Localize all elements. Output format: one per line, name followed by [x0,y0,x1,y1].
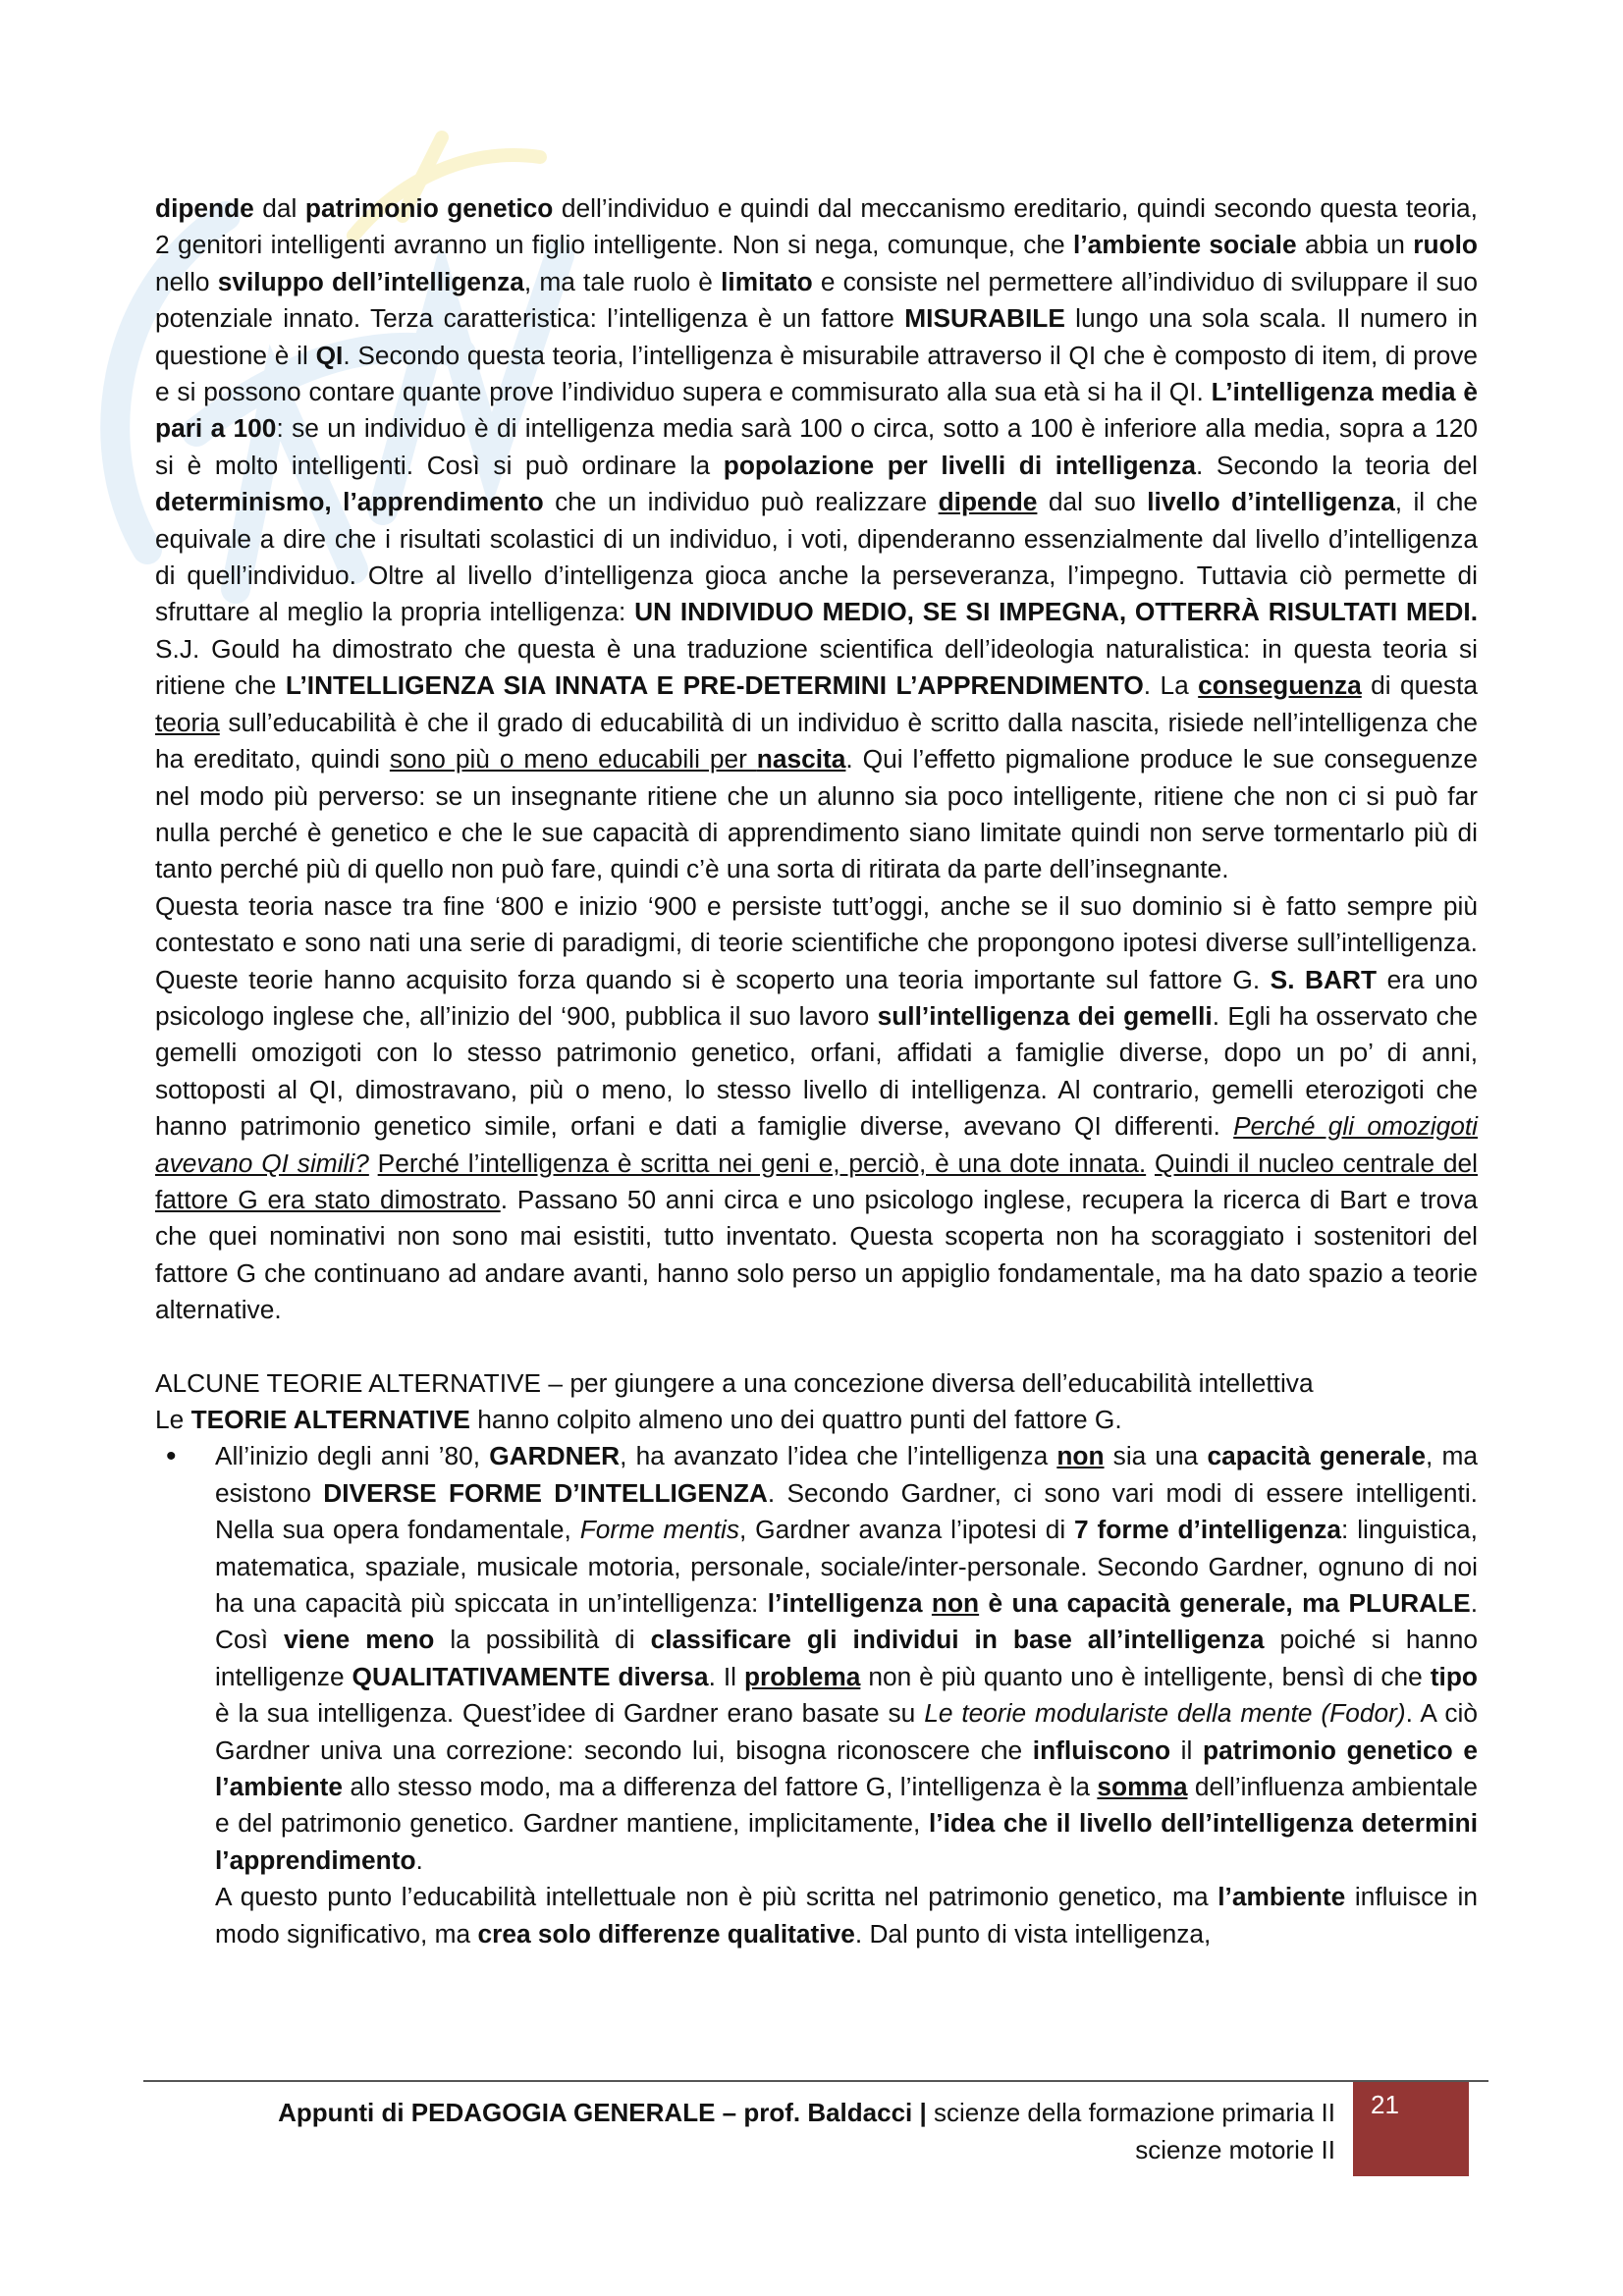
text-run: patrimonio genetico e l’ambiente [215,1735,1478,1802]
section-heading [155,1365,1478,1402]
text-run: la possibilità di [434,1625,651,1655]
text-run: . A ciò Gardner univa una correzione: secondo lui, bisogna riconoscere che [215,1698,1478,1765]
page-body [155,190,1478,1952]
footer-course-1: scienze della formazione primaria II [934,2098,1335,2127]
text-run: A questo punto l’educabilità intellettuale non è più scritta nel patrimonio genetico, ma [215,1882,1218,1912]
paragraph-fattore-g [155,190,1478,888]
text-run: nello [155,266,218,296]
text-run: , il che equivale a dire che i risultati scolastici di un individuo, i voti, dipenderanno essenzialmente dal livello d’intelligenza di quell’individuo. Oltre al livello d’intelligenza gioca anche la perseveranza, l’impegno. Tuttavia ciò permette di sfruttare al meglio la propria intelligenza: [155,487,1478,627]
text-run: hanno colpito almeno uno dei quattro punti del fattore G. [469,1405,1122,1434]
text-run [369,1148,378,1178]
text-run: lungo una sola scala. Il numero in questione è il [155,303,1478,370]
text-run: dal [253,193,305,223]
footer-line-1 [177,2094,1335,2131]
text-run: di questa [1361,670,1478,701]
page-number: 21 [1353,2082,1469,2176]
text-run: ruolo [1413,230,1478,260]
text-run: classificare gli individui in base all’intelligenza [650,1625,1265,1655]
paragraph-teorie-alternative [155,1402,1478,1438]
text-run: e consiste nel permettere all’individuo di sviluppare il suo potenziale innato. Terza caratteristica: l’intelligenza è un fattore [155,266,1478,334]
text-run: problema [743,1661,861,1691]
text-run: . Passano 50 anni circa e uno psicologo inglese, recupera la ricerca di Bart e trova che quei nominativi non sono mai esistiti, tutto inventato. Questa scoperta non ha scoraggiato i sostenitori del fattore G che continuano ad andare avanti, hanno solo perso un appiglio fondamentale, ma ha dato spazio a teorie alternative. [155,1184,1478,1325]
text-run: influisce in modo significativo, ma [215,1882,1478,1949]
text-run: All’inizio degli anni ’80, [215,1441,490,1471]
bullet-gardner-text [215,1441,1478,1874]
text-run: GARDNER [489,1441,621,1471]
footer [177,2094,1335,2168]
text-run: capacità generale [1207,1441,1426,1471]
paragraph-bart [155,888,1478,1329]
text-run: L’INTELLIGENZA SIA INNATA E PRE-DETERMINI L’APPRENDIMENTO [285,670,1144,701]
text-run: QUALITATIVAMENTE diversa [352,1661,709,1691]
text-run: dell’influenza ambientale e del patrimonio genetico. Gardner mantiene, implicitamente, [215,1772,1478,1839]
text-run: sia una [1104,1441,1208,1471]
text-run: l’ambiente [1217,1882,1346,1912]
text-run: crea solo differenze qualitative [477,1918,855,1949]
text-run: viene meno [284,1625,435,1655]
text-run: sull’intelligenza dei gemelli [877,1000,1213,1031]
text-run: QI [315,340,344,370]
text-run: che un individuo può realizzare [543,487,939,517]
text-run: , ha avanzato l’idea che l’intelligenza [620,1441,1057,1471]
text-run: l’idea che il livello dell’intelligenza determini l’apprendimento [215,1808,1479,1875]
text-run: Questa teoria nasce tra fine ‘800 e inizio ‘900 e persiste tutt’oggi, anche se il suo dominio si è fatto sempre più contestato e sono nati una serie di paradigmi, di teorie scientifiche che propongono ipotesi diverse sull’intelligenza. Queste teorie hanno acquisito forza quando si è scoperto una teoria importante sul fattore G. [155,890,1478,994]
footer-title: Appunti di PEDAGOGIA GENERALE – prof. Baldacci [278,2098,913,2127]
text-run: non [931,1588,980,1619]
text-run: non è più quanto uno è intelligente, bensì di che [860,1661,1431,1691]
text-run: S.J. Gould ha dimostrato che questa è una traduzione scientifica dell’ideologia naturalistica: in questa teoria si ritiene che [155,633,1478,701]
text-run: abbia un [1296,230,1414,260]
text-run: influiscono [1032,1735,1171,1765]
text-run: allo stesso modo, ma a differenza del fattore G, l’intelligenza è la [343,1772,1098,1802]
text-run: limitato [721,266,813,296]
text-run: . Secondo la teoria del [1195,450,1478,480]
text-run: . Egli ha osservato che gemelli omozigoti con lo stesso patrimonio genetico, orfani, affidati a famiglie diverse, dopo un po’ di anni, sottoposti al QI, dimostravano, più o meno, lo stesso livello di intelligenza. Al contrario, gemelli eterozigoti che hanno patrimonio genetico simile, orfani e dati a famiglie diverse, avevano QI differenti. [155,1000,1478,1142]
text-run: TEORIE ALTERNATIVE [190,1405,470,1434]
footer-separator: | [919,2098,927,2127]
text-run: livello d’intelligenza [1147,487,1395,517]
text-run: . Qui l’effetto pigmalione produce le sue conseguenze nel modo più perverso: se un insegnante ritiene che un alunno sia poco intelligente, ritiene che non ci si può far nulla perché è genetico e che le sue capacità di apprendimento siano limitate quindi non serve tormentarlo più di tanto perché più di quello non può fare, quindi c’è una sorta di ritirata da parte dell’insegnante. [155,744,1478,884]
text-run: nascita [756,744,846,774]
text-run: determinismo, l’apprendimento [155,487,544,517]
text-run: sviluppo dell’intelligenza [217,266,524,296]
text-run: . Dal punto di vista intelligenza, [854,1918,1212,1949]
text-run: UN INDIVIDUO MEDIO, SE SI IMPEGNA, OTTERRÀ RISULTATI MEDI. [634,597,1478,627]
text-run: dal suo [1037,487,1148,517]
text-run: , Gardner avanza l’ipotesi di [739,1515,1075,1545]
text-run: , ma esistono [215,1441,1478,1508]
text-run: MISURABILE [904,303,1065,334]
text-run: tipo [1430,1661,1478,1691]
text-run: . Il [708,1661,744,1691]
bullet-list [155,1438,1478,1952]
text-run: poiché si hanno intelligenze [215,1625,1479,1691]
blank-line [155,1329,1478,1365]
bullet-gardner-continuation [215,1879,1478,1952]
text-run [1146,1148,1155,1178]
text-run: Quindi il nucleo centrale del fattore G era stato dimostrato [155,1148,1479,1214]
text-run: , ma tale ruolo è [523,266,722,296]
text-run: : linguistica, matematica, spaziale, musicale motoria, personale, sociale/inter-personale. Secondo Gardner, ognuno di noi ha una capacità più spiccata in un’intelligenza: [215,1515,1478,1619]
footer-course-2: scienze motorie II [1135,2135,1335,2164]
text-run: L’intelligenza media è pari a 100 [155,377,1478,444]
text-run: Forme mentis [579,1515,739,1545]
text-run: popolazione per livelli di intelligenza [723,450,1196,480]
text-run: dipende [938,487,1038,517]
text-run: ALCUNE TEORIE ALTERNATIVE – per giungere a una concezione diversa dell’educabilità intellettiva [155,1367,1314,1398]
text-run: l’intelligenza [767,1588,932,1619]
text-run: patrimonio genetico [304,193,554,223]
text-run: DIVERSE FORME D’INTELLIGENZA [323,1477,768,1508]
text-run: era uno psicologo inglese che, all’inizio del ‘900, pubblica il suo lavoro [155,964,1478,1031]
text-run: dell’individuo e quindi dal meccanismo ereditario, quindi secondo questa teoria, 2 genitori intelligenti avranno un figlio intelligente. Non si nega, comunque, che [155,193,1478,260]
text-run: 7 forme d’intelligenza [1074,1515,1342,1545]
text-run: S. BART [1270,964,1378,994]
text-run: teoria [155,707,220,737]
text-run: non [1056,1441,1105,1471]
text-run: Le teorie modulariste della mente (Fodor) [924,1698,1406,1729]
text-run: Perché l’intelligenza è scritta nei geni e, perciò, è una dote innata. [377,1148,1147,1178]
text-run: somma [1097,1772,1188,1802]
text-run: . La [1143,670,1199,701]
text-run: : se un individuo è di intelligenza media sarà 100 o circa, sotto a 100 è inferiore alla media, sopra a 120 si è molto intelligenti. Così si può ordinare la [155,413,1478,480]
text-run: conseguenza [1198,670,1362,701]
footer-divider [143,2080,1488,2082]
list-item-gardner [215,1438,1478,1952]
text-run: Perché gli omozigoti avevano QI simili? [155,1111,1478,1178]
text-run: sono più o meno educabili per [389,744,757,774]
text-run: sull’educabilità è che il grado di educabilità di un individuo è scritto dalla nascita, risiede nell’intelligenza che ha ereditato, quindi [155,707,1478,774]
text-run: il [1170,1735,1204,1765]
text-run: . Secondo Gardner, ci sono vari modi di essere intelligenti. Nella sua opera fondamentale, [215,1477,1478,1545]
text-run: dipende [155,193,254,223]
text-run: . Secondo questa teoria, l’intelligenza è misurabile attraverso il QI che è composto di item, di prove e si possono contare quante prove l’individuo supera e commisurato alla sua età si ha il QI. [155,340,1479,407]
text-run: Le [155,1405,191,1434]
text-run: . [415,1844,423,1875]
text-run: . Così [215,1588,1478,1655]
text-run: l’ambiente sociale [1073,230,1297,260]
text-run: è una capacità generale, ma PLURALE [979,1588,1471,1619]
text-run: è la sua intelligenza. Quest’idee di Gardner erano basate su [215,1698,925,1729]
